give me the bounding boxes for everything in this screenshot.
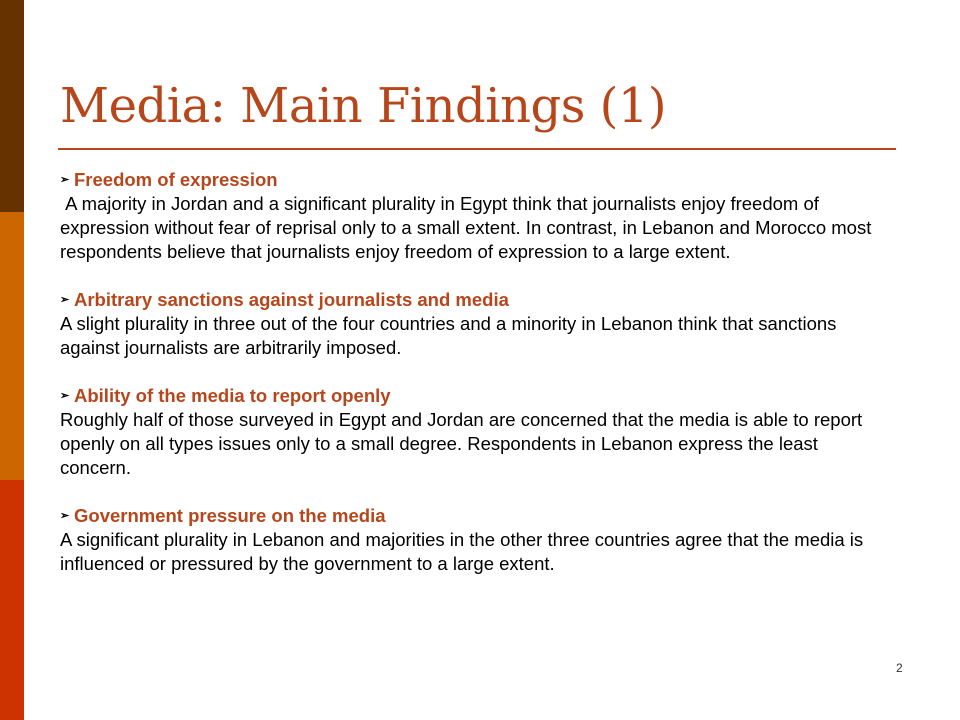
section-body: A majority in Jordan and a significant plurality in Egypt think that journalists enjoy freedom of expression without fear of reprisal only to a small extent. In contrast, in Lebanon and Morocco most respondents believe that journalists enjoy freedom of expression to a large extent. [60,193,877,262]
section-body: Roughly half of those surveyed in Egypt and Jordan are concerned that the media is able to report openly on all types issues only to a small degree. Respondents in Lebanon express the least concern. [60,409,863,478]
section-heading [60,384,890,408]
section-heading [60,504,890,528]
section-body: A slight plurality in three out of the four countries and a minority in Lebanon think that sanctions against journalists are arbitrarily imposed. [60,313,837,358]
section-heading [60,288,890,312]
page-number: 2 [896,661,903,675]
sidebar-accent-middle [0,212,24,480]
section-government-pressure [60,504,890,576]
section-freedom-of-expression [60,168,890,264]
arrow-bullet-icon: ➢ [60,174,70,186]
title-underline [58,148,896,150]
section-body: A significant plurality in Lebanon and majorities in the other three countries agree that the media is influenced or pressured by the government to a large extent. [60,529,864,574]
slide-content [60,168,890,600]
section-heading [60,168,890,192]
section-heading-text: Freedom of expression [74,169,278,190]
slide-title: Media: Main Findings (1) [60,78,667,134]
sidebar-accent-bottom [0,480,24,720]
section-heading-text: Arbitrary sanctions against journalists and media [74,289,509,310]
sidebar-accent-top [0,0,24,212]
section-arbitrary-sanctions [60,288,890,360]
section-heading-text: Government pressure on the media [74,505,386,526]
arrow-bullet-icon: ➢ [60,294,70,306]
section-heading-text: Ability of the media to report openly [74,385,391,406]
arrow-bullet-icon: ➢ [60,390,70,402]
section-report-openly [60,384,890,480]
arrow-bullet-icon: ➢ [60,510,70,522]
